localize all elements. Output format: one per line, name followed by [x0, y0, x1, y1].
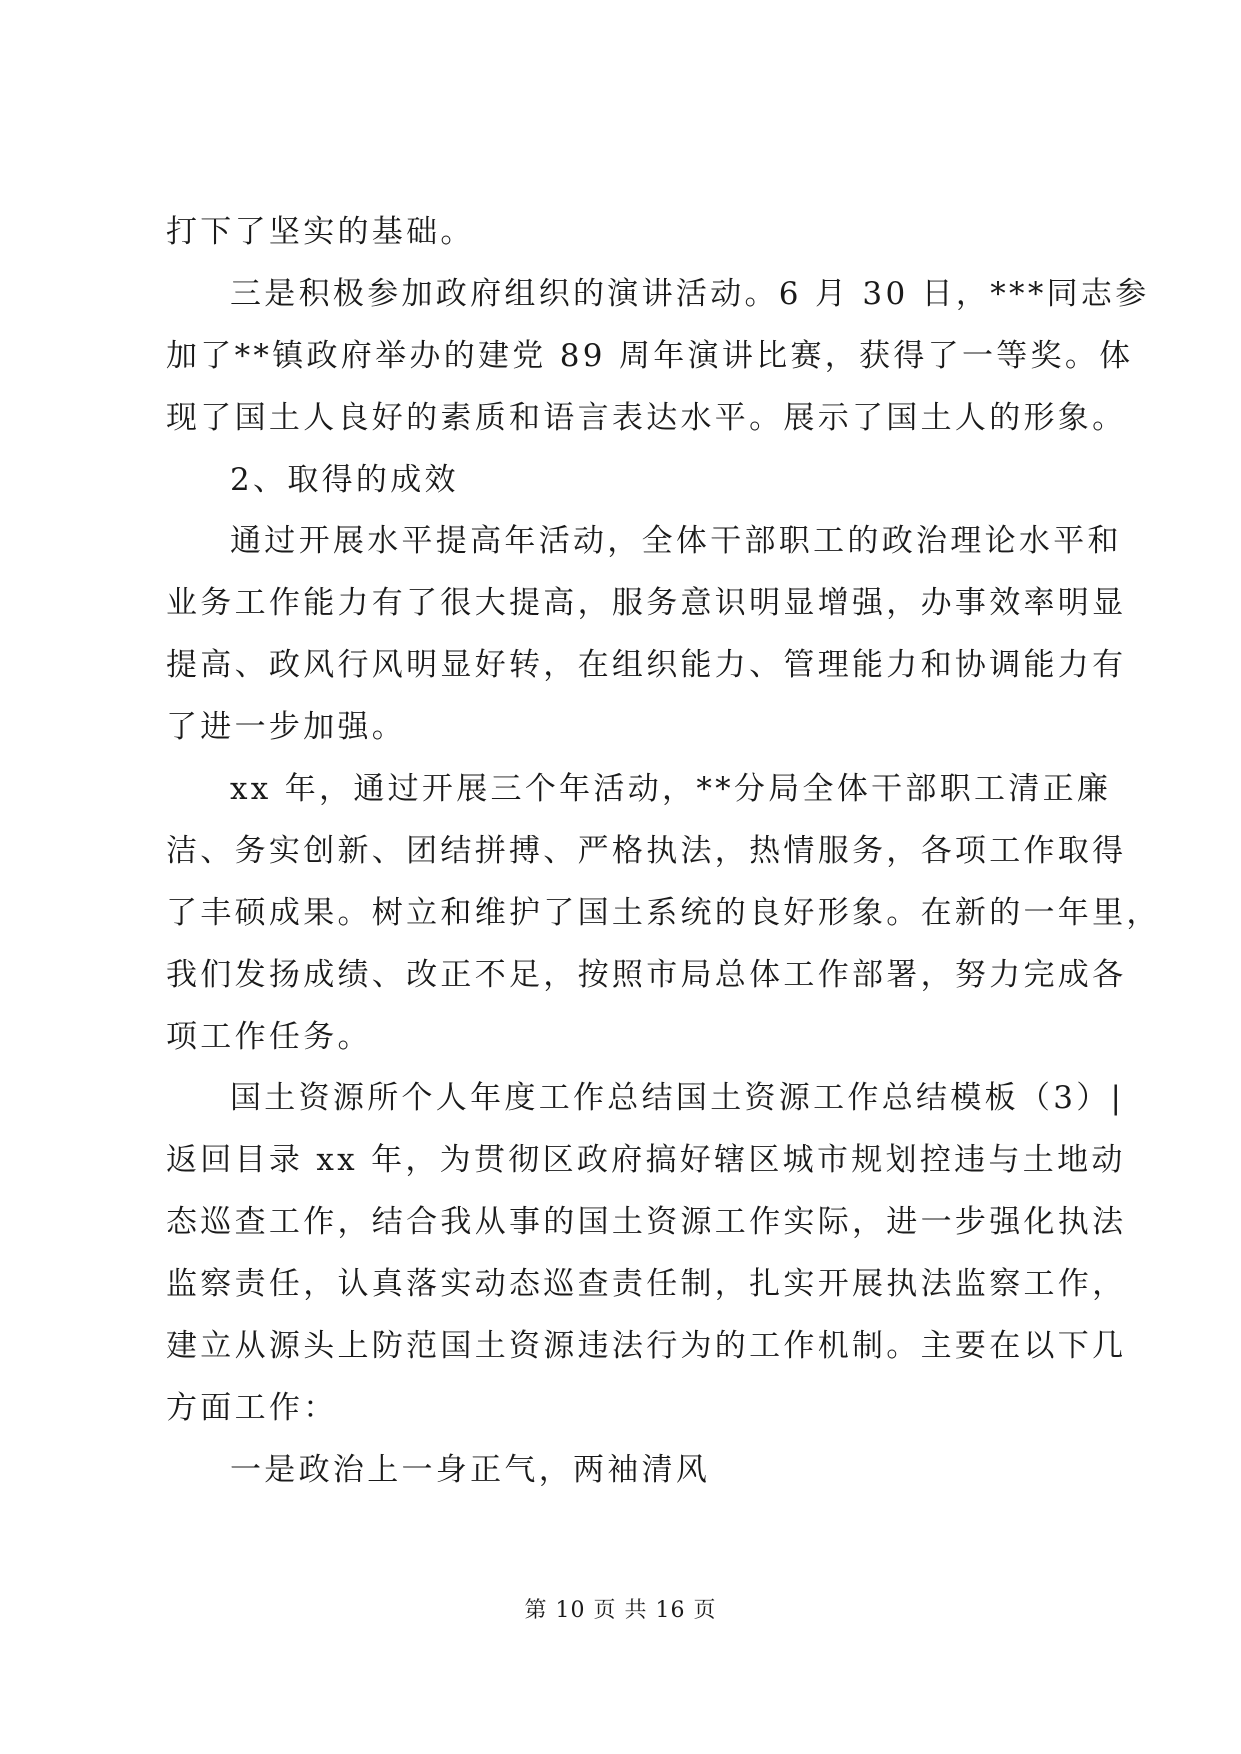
text-line: 通过开展水平提高年活动，全体干部职工的政治理论水平和: [230, 523, 1122, 560]
page-footer: 第 10 页 共 16 页: [524, 1598, 717, 1623]
text-line: 监察责任，认真落实动态巡查责任制，扎实开展执法监察工作，: [166, 1266, 1127, 1303]
text-line: 提高、政风行风明显好转，在组织能力、管理能力和协调能力有: [166, 647, 1127, 684]
text-line: 加了**镇政府举办的建党 89 周年演讲比赛，获得了一等奖。体: [166, 337, 1134, 374]
text-line: 打下了坚实的基础。: [166, 214, 475, 250]
document-body: [166, 202, 1161, 1502]
text-line: 了进一步加强。: [166, 709, 407, 746]
text-line: 国土资源所个人年度工作总结国土资源工作总结模板（3）|: [230, 1080, 1125, 1117]
text-line: 建立从源头上防范国土资源违法行为的工作机制。主要在以下几: [166, 1328, 1127, 1365]
text-line: 我们发扬成绩、改正不足，按照市局总体工作部署，努力完成各: [166, 956, 1127, 993]
text-line: 三是积极参加政府组织的演讲活动。6 月 30 日，***同志参: [230, 275, 1150, 312]
text-line: 业务工作能力有了很大提高，服务意识明显增强，办事效率明显: [166, 585, 1127, 622]
text-line: 了丰硕成果。树立和维护了国土系统的良好形象。在新的一年里，: [166, 894, 1161, 931]
text-line: xx 年，通过开展三个年活动，**分局全体干部职工清正廉: [230, 771, 1112, 808]
text-line: 返回目录 xx 年，为贯彻区政府搞好辖区城市规划控违与土地动: [166, 1142, 1126, 1179]
text-line: 态巡查工作，结合我从事的国土资源工作实际，进一步强化执法: [166, 1204, 1127, 1241]
text-line: 2、取得的成效: [230, 461, 459, 498]
text-line: 方面工作：: [166, 1389, 338, 1426]
text-line: 项工作任务。: [166, 1018, 372, 1055]
text-line: 现了国土人良好的素质和语言表达水平。展示了国土人的形象。: [166, 399, 1127, 436]
text-line: 洁、务实创新、团结拼搏、严格执法，热情服务，各项工作取得: [166, 832, 1127, 869]
text-line: 一是政治上一身正气，两袖清风: [230, 1451, 711, 1488]
